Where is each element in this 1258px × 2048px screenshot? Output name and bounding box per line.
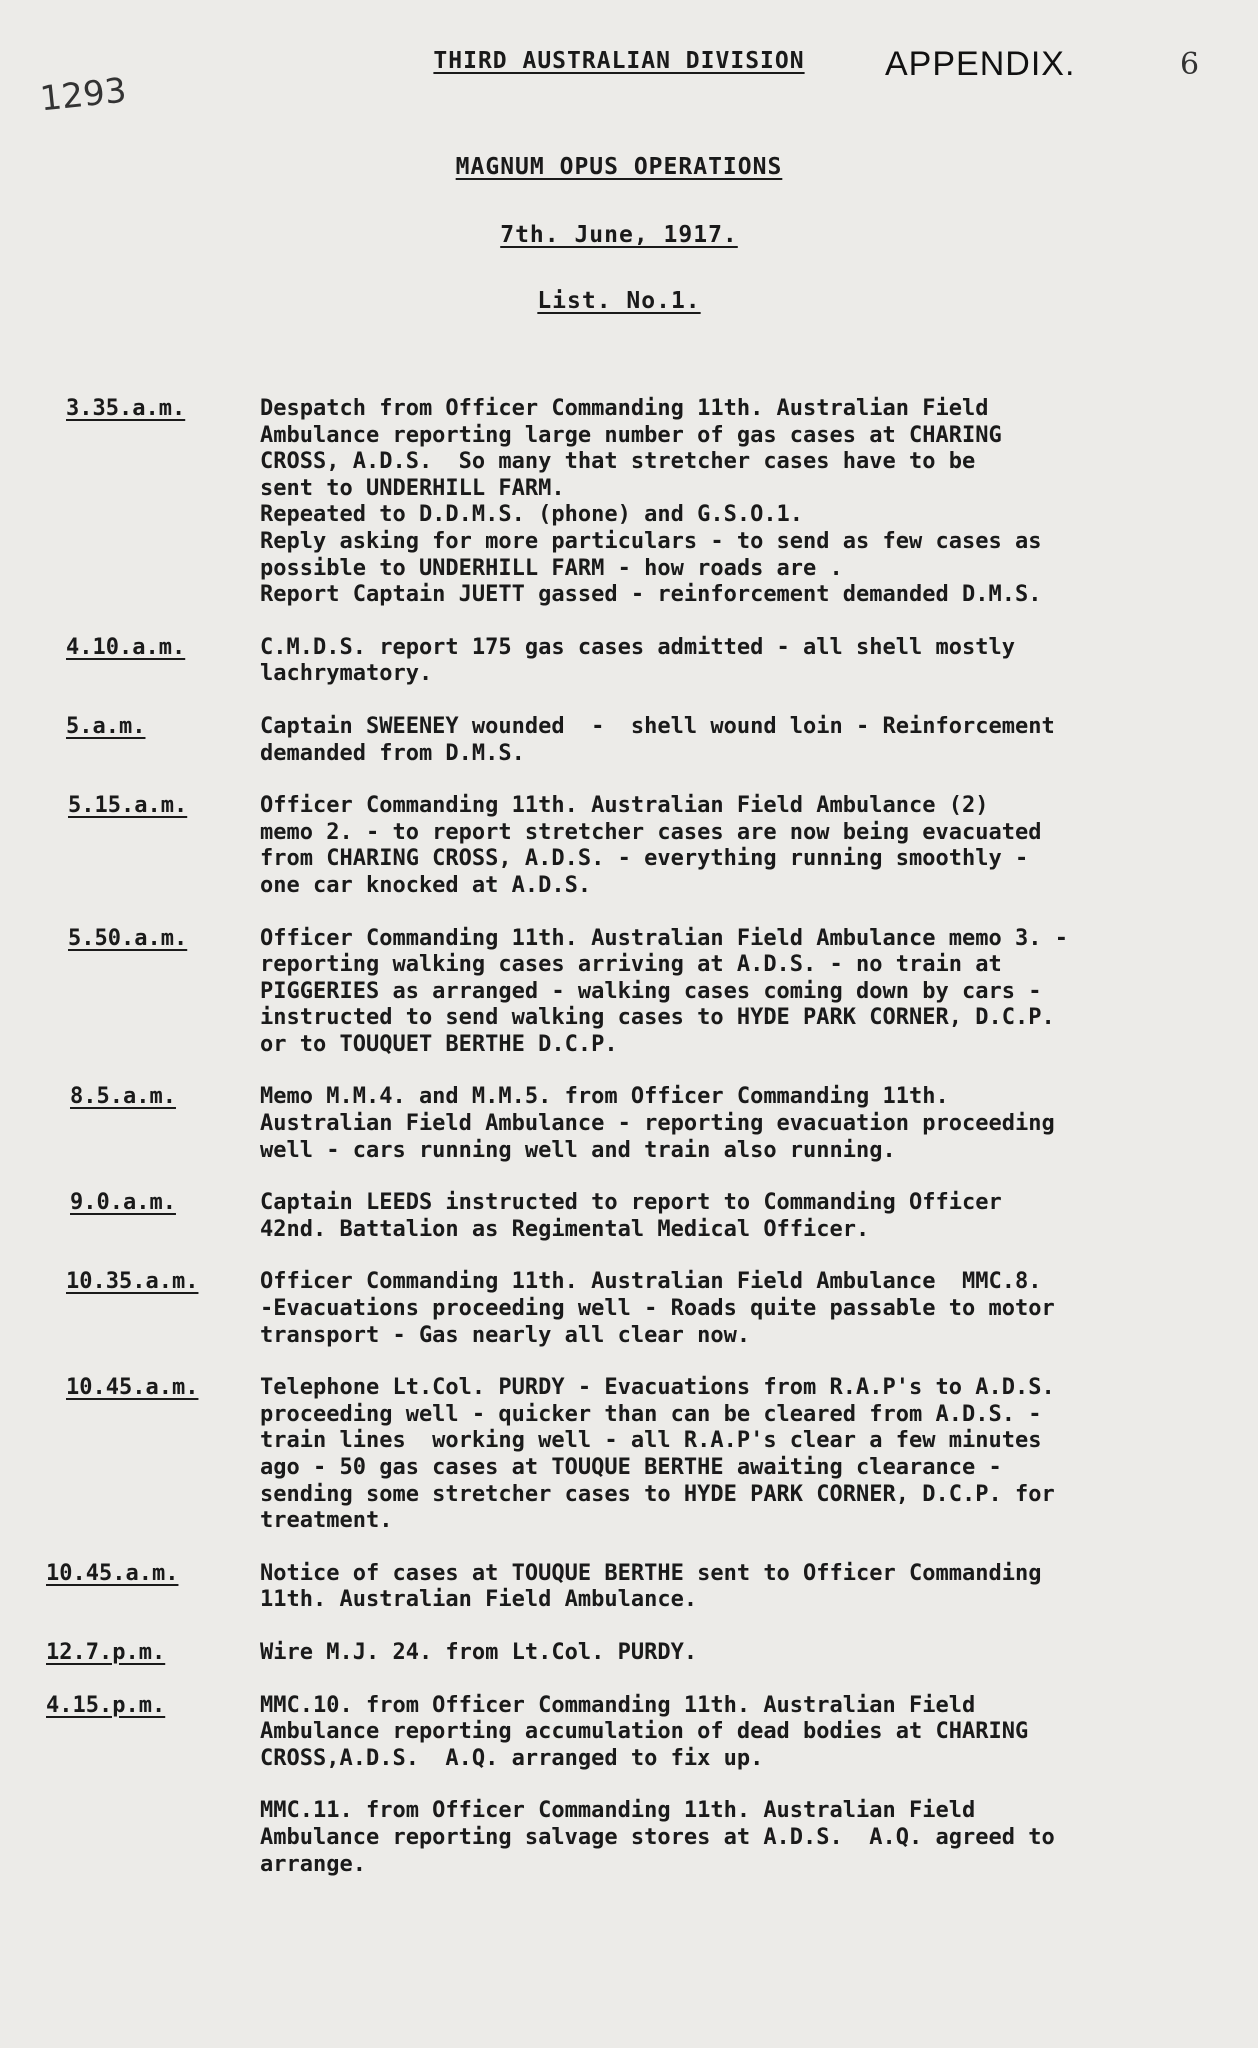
- archive-number: 1293: [38, 70, 129, 120]
- entry-line: lachrymatory.: [260, 661, 433, 687]
- division-title: THIRD AUSTRALIAN DIVISION: [433, 48, 805, 74]
- entry-text: [260, 396, 1235, 609]
- appendix-number: 6: [1180, 47, 1200, 82]
- entry-line: MMC.10. from Officer Commanding 11th. Australian Field: [260, 1692, 976, 1718]
- entry-line: -Evacuations proceeding well - Roads quite passable to motor: [260, 1296, 1055, 1322]
- entry-line: demanded from D.M.S.: [260, 740, 525, 766]
- log-entry: [0, 1375, 1258, 1535]
- entry-time: 4.10.a.m.: [66, 634, 186, 660]
- entry-line: 11th. Australian Field Ambulance.: [260, 1587, 698, 1613]
- entry-line: or to TOUQUET BERTHE D.C.P.: [260, 1031, 618, 1057]
- entry-time: 10.45.a.m.: [46, 1560, 179, 1586]
- entry-line: Report Captain JUETT gassed - reinforcement demanded D.M.S.: [260, 582, 1042, 608]
- log-entry: [0, 635, 1258, 688]
- entry-line: well - cars running well and train also running.: [260, 1137, 896, 1163]
- log-entries: [0, 396, 1258, 1904]
- log-entry: [0, 714, 1258, 767]
- entry-line: Captain SWEENEY wounded - shell wound loin - Reinforcement: [260, 713, 1055, 739]
- entry-line: Telephone Lt.Col. PURDY - Evacuations from R.A.P's to A.D.S.: [260, 1375, 1055, 1401]
- entry-text: [260, 1190, 1235, 1243]
- entry-time: 5.15.a.m.: [68, 793, 188, 819]
- entry-line: Australian Field Ambulance - reporting evacuation proceeding: [260, 1111, 1055, 1137]
- entry-line: from CHARING CROSS, A.D.S. - everything running smoothly -: [260, 846, 1029, 872]
- entry-line: Captain LEEDS instructed to report to Commanding Officer: [260, 1190, 1002, 1216]
- entry-line: Reply asking for more particulars - to send as few cases as: [260, 528, 1042, 554]
- entry-text: [260, 1084, 1235, 1164]
- entry-line: treatment.: [260, 1508, 393, 1534]
- entry-line: transport - Gas nearly all clear now.: [260, 1322, 751, 1348]
- entry-line: one car knocked at A.D.S.: [260, 872, 592, 898]
- log-entry: [0, 1190, 1258, 1243]
- log-entry: [0, 1269, 1258, 1349]
- entry-line: Officer Commanding 11th. Australian Field Ambulance memo 3. -: [260, 925, 1068, 951]
- entry-time: 4.15.p.m.: [46, 1692, 166, 1718]
- entry-text: [260, 926, 1235, 1059]
- entry-text: [260, 635, 1235, 688]
- entry-line: C.M.D.S. report 175 gas cases admitted - all shell mostly: [260, 634, 1015, 660]
- entry-line: sending some stretcher cases to HYDE PARK CORNER, D.C.P. for: [260, 1481, 1055, 1507]
- entry-time: 12.7.p.m.: [46, 1639, 166, 1665]
- list-number: List. No.1.: [537, 288, 701, 314]
- log-entry: [0, 1561, 1258, 1614]
- entry-line: CROSS,A.D.S. A.Q. arranged to fix up.: [260, 1745, 764, 1771]
- entry-time: 3.35.a.m.: [66, 396, 186, 421]
- log-entry: [0, 396, 1258, 609]
- entry-line: Officer Commanding 11th. Australian Field Ambulance (2): [260, 793, 989, 819]
- log-entry: [0, 1640, 1258, 1667]
- entry-time: 10.45.a.m.: [66, 1375, 199, 1401]
- entry-text: [260, 1561, 1235, 1614]
- entry-line: Wire M.J. 24. from Lt.Col. PURDY.: [260, 1639, 698, 1665]
- entry-text: [260, 1693, 1235, 1773]
- entry-line: sent to UNDERHILL FARM.: [260, 475, 565, 501]
- appendix-label: APPENDIX.: [885, 45, 1076, 83]
- entry-line: Ambulance reporting salvage stores at A.D.S. A.Q. agreed to: [260, 1824, 1055, 1850]
- entry-line: CROSS, A.D.S. So many that stretcher cases have to be: [260, 449, 976, 475]
- entry-line: arrange.: [260, 1851, 366, 1877]
- entry-line: Ambulance reporting accumulation of dead bodies at CHARING: [260, 1719, 1029, 1745]
- entry-line: possible to UNDERHILL FARM - how roads are .: [260, 555, 843, 581]
- entry-text: [260, 1269, 1235, 1349]
- entry-text: [260, 1375, 1235, 1535]
- entry-text: [260, 1798, 1235, 1878]
- log-entry: [0, 1693, 1258, 1773]
- entry-text: [260, 793, 1235, 899]
- entry-line: memo 2. - to report stretcher cases are now being evacuated: [260, 819, 1042, 845]
- entry-time: 10.35.a.m.: [66, 1269, 199, 1295]
- log-entry: [0, 1084, 1258, 1164]
- entry-line: Ambulance reporting large number of gas cases at CHARING: [260, 422, 1002, 448]
- entry-line: 42nd. Battalion as Regimental Medical Officer.: [260, 1216, 870, 1242]
- log-entry: [0, 1798, 1258, 1878]
- entry-line: proceeding well - quicker than can be cleared from A.D.S. -: [260, 1401, 1042, 1427]
- entry-line: Officer Commanding 11th. Australian Field Ambulance MMC.8.: [260, 1269, 1042, 1295]
- entry-time: 5.50.a.m.: [68, 925, 188, 951]
- entry-time: 9.0.a.m.: [70, 1190, 176, 1216]
- entry-line: Repeated to D.D.M.S. (phone) and G.S.O.1.: [260, 502, 804, 528]
- entry-text: [260, 1640, 1235, 1667]
- log-entry: [0, 926, 1258, 1059]
- entry-line: train lines working well - all R.A.P's clear a few minutes: [260, 1428, 1042, 1454]
- entry-line: ago - 50 gas cases at TOUQUE BERTHE awaiting clearance -: [260, 1455, 1002, 1480]
- document-date: 7th. June, 1917.: [500, 222, 738, 248]
- entry-time: 5.a.m.: [66, 713, 146, 739]
- operation-title: MAGNUM OPUS OPERATIONS: [455, 154, 783, 180]
- entry-line: reporting walking cases arriving at A.D.S. - no train at: [260, 952, 1002, 978]
- log-entry: [0, 793, 1258, 899]
- entry-time: 8.5.a.m.: [70, 1084, 176, 1110]
- entry-line: MMC.11. from Officer Commanding 11th. Australian Field: [260, 1798, 976, 1824]
- entry-text: [260, 714, 1235, 767]
- entry-line: Despatch from Officer Commanding 11th. Australian Field: [260, 396, 989, 421]
- entry-line: Notice of cases at TOUQUE BERTHE sent to Officer Commanding: [260, 1560, 1042, 1586]
- entry-line: Memo M.M.4. and M.M.5. from Officer Commanding 11th.: [260, 1084, 949, 1110]
- entry-line: instructed to send walking cases to HYDE PARK CORNER, D.C.P.: [260, 1005, 1055, 1031]
- entry-line: PIGGERIES as arranged - walking cases coming down by cars -: [260, 978, 1042, 1004]
